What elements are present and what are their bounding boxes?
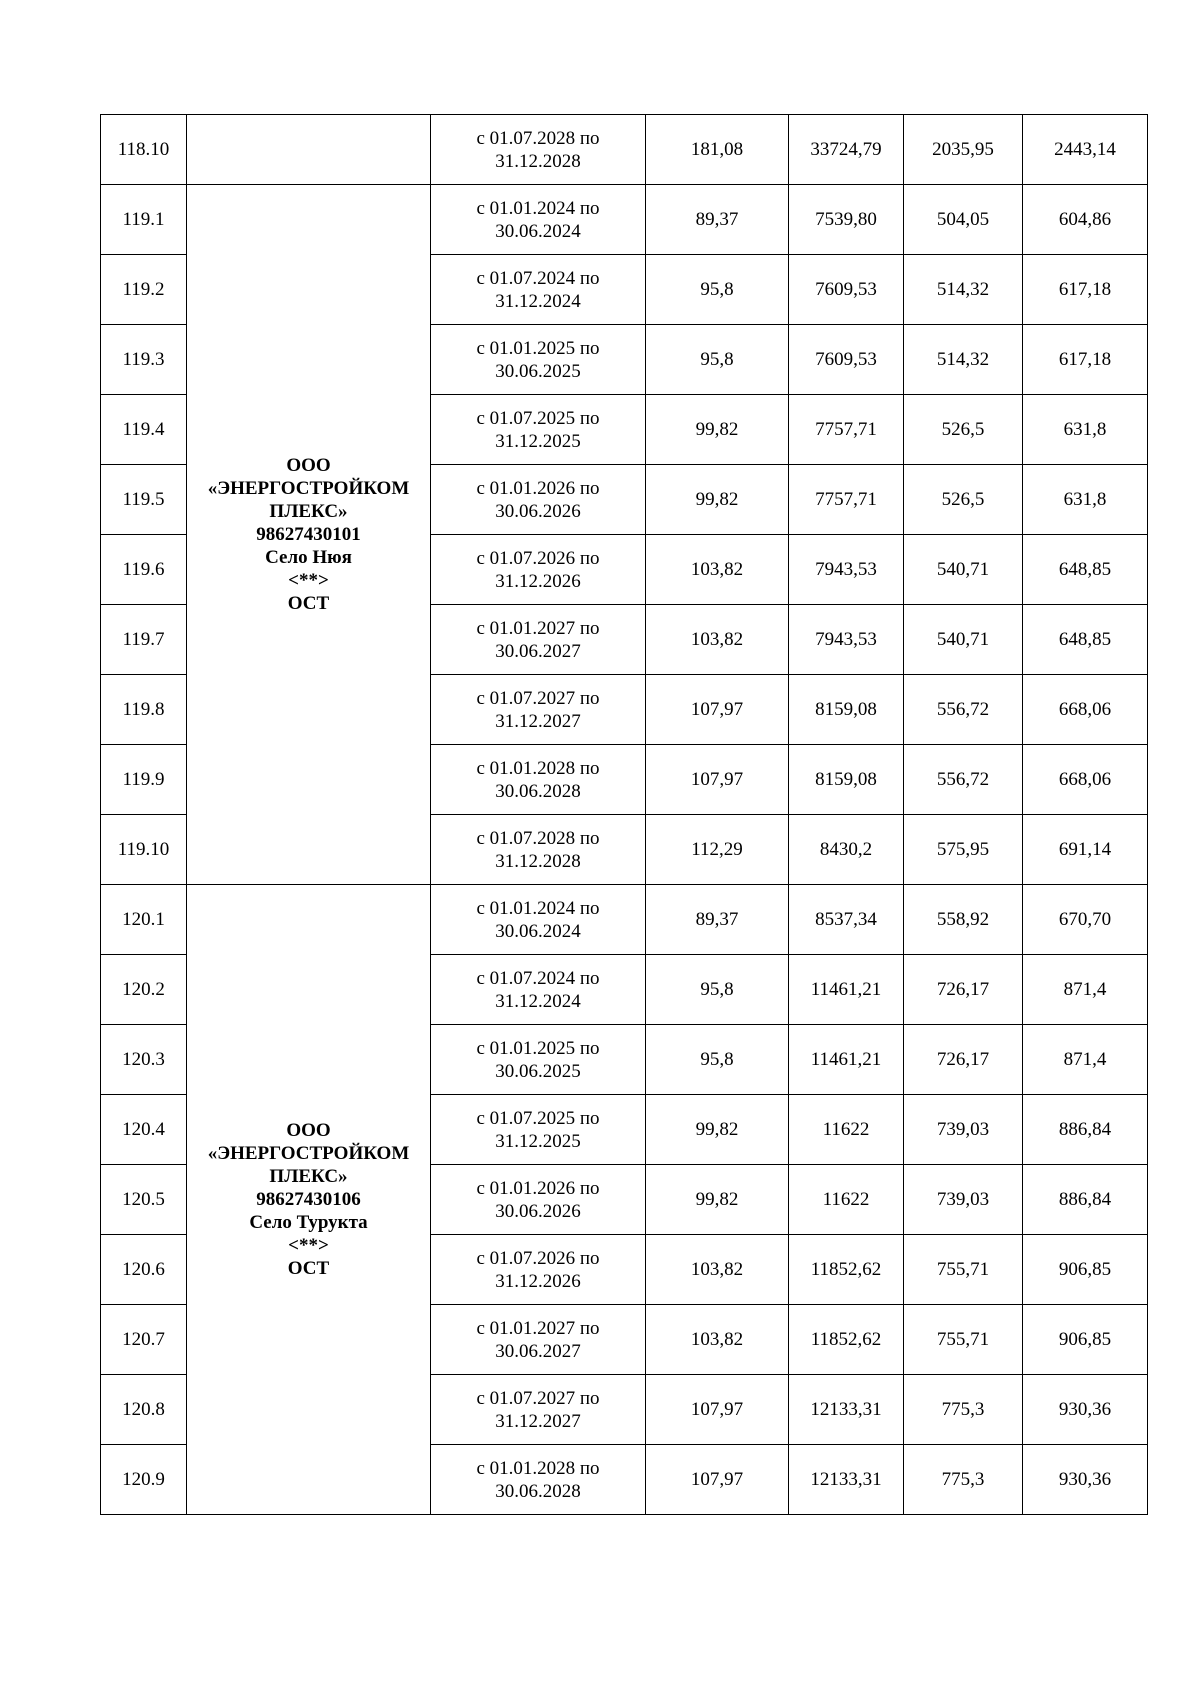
value-cell-3: 556,72 xyxy=(904,745,1023,815)
value-cell-3: 556,72 xyxy=(904,675,1023,745)
value-cell-1: 95,8 xyxy=(646,255,789,325)
value-cell-4: 670,70 xyxy=(1023,885,1148,955)
period-to: 30.06.2027 xyxy=(495,640,581,662)
value-cell-1: 99,82 xyxy=(646,465,789,535)
table-row xyxy=(101,115,1148,185)
value-cell-1: 107,97 xyxy=(646,745,789,815)
tariff-table xyxy=(100,114,1148,1515)
period-cell xyxy=(431,1305,646,1375)
value-cell-2: 8430,2 xyxy=(789,815,904,885)
organization-line: Село Нюя xyxy=(265,547,352,568)
period-from: с 01.07.2026 по xyxy=(476,1247,600,1269)
period-cell xyxy=(431,1375,646,1445)
period-cell xyxy=(431,815,646,885)
period-to: 31.12.2025 xyxy=(495,1130,581,1152)
value-cell-4: 604,86 xyxy=(1023,185,1148,255)
value-cell-3: 755,71 xyxy=(904,1235,1023,1305)
organization-line: ООО xyxy=(286,455,331,476)
period-cell xyxy=(431,115,646,185)
period-to: 30.06.2028 xyxy=(495,1480,581,1502)
value-cell-2: 11852,62 xyxy=(789,1235,904,1305)
period-from: с 01.01.2027 по xyxy=(476,617,600,639)
value-cell-2: 7757,71 xyxy=(789,395,904,465)
period-to: 30.06.2025 xyxy=(495,360,581,382)
value-cell-2: 11461,21 xyxy=(789,1025,904,1095)
value-cell-2: 11461,21 xyxy=(789,955,904,1025)
value-cell-1: 89,37 xyxy=(646,885,789,955)
value-cell-2: 11622 xyxy=(789,1165,904,1235)
value-cell-1: 112,29 xyxy=(646,815,789,885)
value-cell-2: 8159,08 xyxy=(789,675,904,745)
row-number-cell: 120.7 xyxy=(101,1305,187,1375)
period-from: с 01.07.2024 по xyxy=(476,967,600,989)
period-from: с 01.07.2027 по xyxy=(476,687,600,709)
period-from: с 01.01.2026 по xyxy=(476,1177,600,1199)
row-number-cell: 120.9 xyxy=(101,1445,187,1515)
period-cell xyxy=(431,535,646,605)
row-number-cell: 119.4 xyxy=(101,395,187,465)
value-cell-3: 739,03 xyxy=(904,1165,1023,1235)
value-cell-4: 617,18 xyxy=(1023,325,1148,395)
value-cell-4: 871,4 xyxy=(1023,1025,1148,1095)
value-cell-4: 930,36 xyxy=(1023,1445,1148,1515)
period-from: с 01.07.2025 по xyxy=(476,1107,600,1129)
value-cell-3: 775,3 xyxy=(904,1445,1023,1515)
period-cell xyxy=(431,745,646,815)
organization-line: <**> xyxy=(288,570,329,591)
value-cell-2: 7757,71 xyxy=(789,465,904,535)
period-to: 30.06.2026 xyxy=(495,500,581,522)
organization-line: ОСТ xyxy=(287,1258,330,1279)
organization-line: Село Турукта xyxy=(249,1212,368,1233)
period-cell xyxy=(431,1445,646,1515)
row-number-cell: 119.2 xyxy=(101,255,187,325)
period-cell xyxy=(431,955,646,1025)
value-cell-3: 726,17 xyxy=(904,955,1023,1025)
value-cell-3: 514,32 xyxy=(904,325,1023,395)
period-to: 31.12.2025 xyxy=(495,430,581,452)
period-from: с 01.07.2026 по xyxy=(476,547,600,569)
period-to: 30.06.2025 xyxy=(495,1060,581,1082)
value-cell-4: 930,36 xyxy=(1023,1375,1148,1445)
value-cell-2: 11852,62 xyxy=(789,1305,904,1375)
value-cell-1: 103,82 xyxy=(646,1235,789,1305)
value-cell-3: 514,32 xyxy=(904,255,1023,325)
value-cell-4: 886,84 xyxy=(1023,1095,1148,1165)
organization-line: ООО xyxy=(286,1120,331,1141)
period-to: 30.06.2024 xyxy=(495,920,581,942)
value-cell-3: 2035,95 xyxy=(904,115,1023,185)
period-from: с 01.01.2024 по xyxy=(476,897,600,919)
period-from: с 01.01.2025 по xyxy=(476,1037,600,1059)
value-cell-1: 95,8 xyxy=(646,325,789,395)
value-cell-4: 617,18 xyxy=(1023,255,1148,325)
value-cell-2: 33724,79 xyxy=(789,115,904,185)
value-cell-4: 631,8 xyxy=(1023,395,1148,465)
value-cell-2: 7943,53 xyxy=(789,535,904,605)
period-from: с 01.01.2028 по xyxy=(476,757,600,779)
period-from: с 01.01.2027 по xyxy=(476,1317,600,1339)
period-cell xyxy=(431,325,646,395)
value-cell-2: 7609,53 xyxy=(789,325,904,395)
organization-line: «ЭНЕРГОСТРОЙКОМ xyxy=(207,478,410,499)
period-cell xyxy=(431,1095,646,1165)
period-to: 31.12.2026 xyxy=(495,1270,581,1292)
organization-line: 98627430106 xyxy=(256,1189,361,1210)
period-cell xyxy=(431,465,646,535)
row-number-cell: 120.3 xyxy=(101,1025,187,1095)
value-cell-4: 906,85 xyxy=(1023,1235,1148,1305)
value-cell-2: 7943,53 xyxy=(789,605,904,675)
value-cell-1: 89,37 xyxy=(646,185,789,255)
value-cell-1: 103,82 xyxy=(646,605,789,675)
row-number-cell: 120.4 xyxy=(101,1095,187,1165)
period-cell xyxy=(431,1235,646,1305)
period-to: 30.06.2028 xyxy=(495,780,581,802)
row-number-cell: 119.3 xyxy=(101,325,187,395)
period-to: 31.12.2024 xyxy=(495,990,581,1012)
organization-line: <**> xyxy=(288,1235,329,1256)
period-cell xyxy=(431,605,646,675)
value-cell-1: 99,82 xyxy=(646,1095,789,1165)
period-to: 31.12.2027 xyxy=(495,710,581,732)
value-cell-4: 648,85 xyxy=(1023,535,1148,605)
organization-line: «ЭНЕРГОСТРОЙКОМ xyxy=(207,1143,410,1164)
period-cell xyxy=(431,885,646,955)
period-from: с 01.07.2025 по xyxy=(476,407,600,429)
period-cell xyxy=(431,185,646,255)
value-cell-3: 775,3 xyxy=(904,1375,1023,1445)
value-cell-3: 739,03 xyxy=(904,1095,1023,1165)
period-to: 31.12.2026 xyxy=(495,570,581,592)
value-cell-2: 7539,80 xyxy=(789,185,904,255)
value-cell-1: 103,82 xyxy=(646,535,789,605)
organization-cell xyxy=(187,885,431,1515)
row-number-cell: 119.6 xyxy=(101,535,187,605)
period-to: 31.12.2028 xyxy=(495,150,581,172)
row-number-cell: 119.1 xyxy=(101,185,187,255)
period-to: 31.12.2028 xyxy=(495,850,581,872)
value-cell-4: 871,4 xyxy=(1023,955,1148,1025)
period-from: с 01.07.2024 по xyxy=(476,267,600,289)
period-cell xyxy=(431,1025,646,1095)
value-cell-3: 540,71 xyxy=(904,535,1023,605)
value-cell-1: 99,82 xyxy=(646,395,789,465)
row-number-cell: 119.9 xyxy=(101,745,187,815)
period-from: с 01.01.2025 по xyxy=(476,337,600,359)
period-from: с 01.01.2026 по xyxy=(476,477,600,499)
value-cell-2: 8537,34 xyxy=(789,885,904,955)
value-cell-3: 558,92 xyxy=(904,885,1023,955)
value-cell-1: 107,97 xyxy=(646,1445,789,1515)
value-cell-3: 526,5 xyxy=(904,395,1023,465)
value-cell-4: 648,85 xyxy=(1023,605,1148,675)
row-number-cell: 120.5 xyxy=(101,1165,187,1235)
value-cell-1: 107,97 xyxy=(646,1375,789,1445)
table-row xyxy=(101,185,1148,255)
organization-line: ПЛЕКС» xyxy=(269,1166,348,1187)
organization-line: 98627430101 xyxy=(256,524,361,545)
period-to: 31.12.2024 xyxy=(495,290,581,312)
organization-cell xyxy=(187,185,431,885)
period-from: с 01.07.2028 по xyxy=(476,827,600,849)
value-cell-3: 575,95 xyxy=(904,815,1023,885)
organization-cell-empty xyxy=(187,115,431,185)
period-cell xyxy=(431,675,646,745)
row-number-cell: 119.5 xyxy=(101,465,187,535)
row-number-cell: 119.8 xyxy=(101,675,187,745)
period-to: 30.06.2027 xyxy=(495,1340,581,1362)
value-cell-2: 8159,08 xyxy=(789,745,904,815)
value-cell-1: 99,82 xyxy=(646,1165,789,1235)
value-cell-2: 12133,31 xyxy=(789,1445,904,1515)
value-cell-2: 11622 xyxy=(789,1095,904,1165)
value-cell-2: 12133,31 xyxy=(789,1375,904,1445)
row-number-cell: 120.1 xyxy=(101,885,187,955)
period-to: 30.06.2024 xyxy=(495,220,581,242)
organization-line: ПЛЕКС» xyxy=(269,501,348,522)
row-number-cell: 119.7 xyxy=(101,605,187,675)
value-cell-3: 526,5 xyxy=(904,465,1023,535)
period-cell xyxy=(431,395,646,465)
tariff-table-body xyxy=(101,115,1148,1515)
value-cell-4: 691,14 xyxy=(1023,815,1148,885)
value-cell-4: 906,85 xyxy=(1023,1305,1148,1375)
period-to: 30.06.2026 xyxy=(495,1200,581,1222)
value-cell-1: 95,8 xyxy=(646,1025,789,1095)
row-number-cell: 120.8 xyxy=(101,1375,187,1445)
value-cell-3: 540,71 xyxy=(904,605,1023,675)
value-cell-1: 107,97 xyxy=(646,675,789,745)
period-from: с 01.01.2028 по xyxy=(476,1457,600,1479)
value-cell-1: 181,08 xyxy=(646,115,789,185)
period-cell xyxy=(431,1165,646,1235)
value-cell-1: 103,82 xyxy=(646,1305,789,1375)
value-cell-4: 2443,14 xyxy=(1023,115,1148,185)
value-cell-4: 668,06 xyxy=(1023,745,1148,815)
period-from: с 01.01.2024 по xyxy=(476,197,600,219)
period-from: с 01.07.2027 по xyxy=(476,1387,600,1409)
period-cell xyxy=(431,255,646,325)
value-cell-4: 631,8 xyxy=(1023,465,1148,535)
row-number-cell: 119.10 xyxy=(101,815,187,885)
row-number-cell: 120.6 xyxy=(101,1235,187,1305)
value-cell-3: 726,17 xyxy=(904,1025,1023,1095)
organization-line: ОСТ xyxy=(287,593,330,614)
row-number-cell: 120.2 xyxy=(101,955,187,1025)
table-row xyxy=(101,885,1148,955)
value-cell-4: 668,06 xyxy=(1023,675,1148,745)
row-number-cell: 118.10 xyxy=(101,115,187,185)
value-cell-1: 95,8 xyxy=(646,955,789,1025)
value-cell-3: 504,05 xyxy=(904,185,1023,255)
period-from: с 01.07.2028 по xyxy=(476,127,600,149)
value-cell-4: 886,84 xyxy=(1023,1165,1148,1235)
value-cell-2: 7609,53 xyxy=(789,255,904,325)
period-to: 31.12.2027 xyxy=(495,1410,581,1432)
value-cell-3: 755,71 xyxy=(904,1305,1023,1375)
